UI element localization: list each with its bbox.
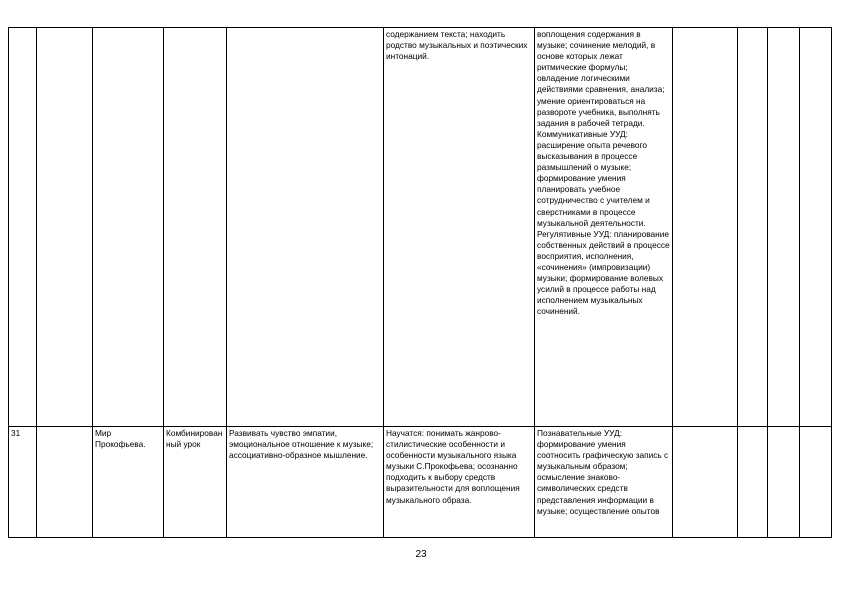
lesson-type: Комбинированный урок	[166, 428, 223, 450]
cell-personal-results	[227, 28, 384, 427]
cell-empty	[738, 427, 768, 538]
cell-meta-results	[535, 427, 673, 538]
cell-lesson-type	[164, 427, 227, 538]
page-number: 23	[415, 549, 427, 560]
cell-number	[9, 28, 37, 427]
cell-empty	[738, 28, 768, 427]
cell-empty	[37, 427, 93, 538]
cell-empty	[37, 28, 93, 427]
cell-subject-results	[384, 427, 535, 538]
subject-results: Научатся: понимать жанрово-стилистические особенности и особенности музыкального языка музыки С.Прокофьева; осознанно подходить к выбору средств выразительности для воплощения музыкального образа.	[386, 428, 520, 505]
cell-lesson-type	[164, 28, 227, 427]
cell-empty	[673, 28, 738, 427]
cell-personal-results	[227, 427, 384, 538]
cell-empty	[800, 28, 832, 427]
cell-number	[9, 427, 37, 538]
cell-subject-results	[384, 28, 535, 427]
lesson-number: 31	[11, 428, 21, 438]
cell-topic	[93, 28, 164, 427]
table-row	[9, 28, 832, 427]
lesson-topic: Мир Прокофьева.	[95, 428, 146, 450]
cell-empty	[673, 427, 738, 538]
cell-text: содержанием текста; находить родство музыкальных и поэтических интонаций.	[386, 29, 528, 62]
meta-results: Познавательные УУД: формирование умения соотносить графическую запись с музыкальным образом; осмысление знаково-символических средств представления информации в музыке; осуществление опытов	[537, 428, 669, 516]
lesson-plan-table	[8, 27, 832, 538]
cell-empty	[768, 28, 800, 427]
table-row	[9, 427, 832, 538]
cell-empty	[768, 427, 800, 538]
cell-empty	[800, 427, 832, 538]
cell-topic	[93, 427, 164, 538]
cell-meta-results	[535, 28, 673, 427]
cell-text: воплощения содержания в музыке; сочинение мелодий, в основе которых лежат ритмические формулы; овладение логическими действиями сравнения, анализа; умение ориентироваться на развороте учебника, выполнять задания в рабочей тетради. Коммуникативные УУД: расширение опыта речевого высказывания в процессе размышлений о музыке; формирование умения планировать учебное сотрудничество с учителем и сверстниками в процессе музыкальной деятельности. Регулятивные УУД: планирование собственных действий в процессе восприятия, исполнения, «сочинения» (импровизации) музыки; формирование волевых усилий в процессе работы над исполнением музыкальных сочинений.	[537, 29, 670, 317]
personal-results: Развивать чувство эмпатии, эмоциональное отношение к музыке; ассоциативно-образное мышление.	[229, 428, 374, 461]
